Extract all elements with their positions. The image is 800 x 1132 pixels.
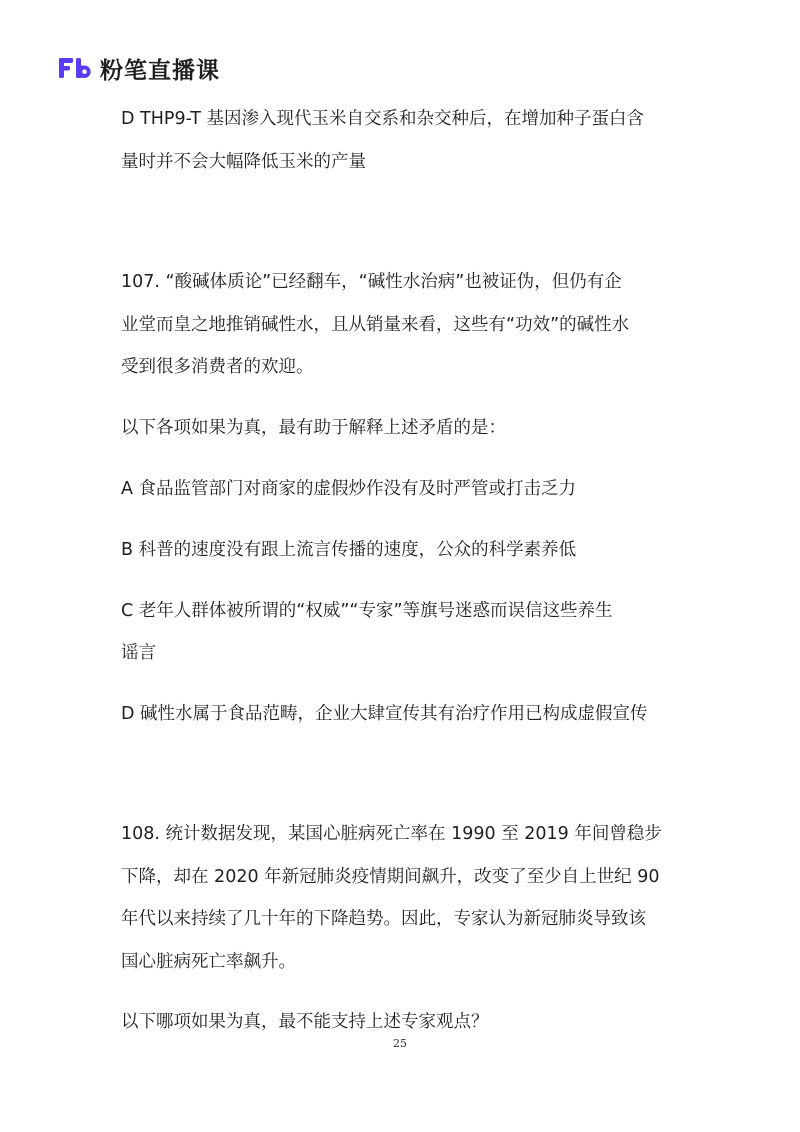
q107-option-c-line1: C 老年人群体被所谓的“权威”“专家”等旗号迷惑而误信这些养生 — [121, 601, 613, 621]
logo-text: 粉笔直播课 — [100, 57, 220, 84]
q107-option-b: B 科普的速度没有跟上流言传播的速度，公众的科学素养低 — [121, 540, 577, 560]
q106-option-d-line2: 量时并不会大幅降低玉米的产量 — [121, 152, 366, 172]
q108-stem-line4: 国心脏病死亡率飙升。 — [121, 952, 296, 972]
q107-question: 以下各项如果为真，最有助于解释上述矛盾的是： — [121, 418, 506, 438]
q108-question: 以下哪项如果为真，最不能支持上述专家观点？ — [121, 1012, 489, 1032]
q107-stem-line3: 受到很多消费者的欢迎。 — [121, 357, 314, 377]
q107-stem-line1: 107. “酸碱体质论”已经翻车，“碱性水治病”也被证伪，但仍有企 — [121, 272, 622, 292]
q108-stem-line3: 年代以来持续了几十年的下降趋势。因此，专家认为新冠肺炎导致该 — [121, 909, 646, 929]
page-number: 25 — [393, 1037, 407, 1050]
q107-stem-line2: 业堂而皇之地推销碱性水，且从销量来看，这些有“功效”的碱性水 — [121, 315, 630, 335]
q107-option-a: A 食品监管部门对商家的虚假炒作没有及时严管或打击乏力 — [121, 479, 577, 499]
fb-logo-icon — [58, 56, 94, 80]
q107-option-c-line2: 谣言 — [121, 643, 156, 663]
q107-option-d: D 碱性水属于食品范畴，企业大肆宣传其有治疗作用已构成虚假宣传 — [121, 704, 648, 724]
q108-stem-line2: 下降，却在 2020 年新冠肺炎疫情期间飙升，改变了至少自上世纪 90 — [121, 867, 660, 887]
q108-stem-line1: 108. 统计数据发现，某国心脏病死亡率在 1990 至 2019 年间曾稳步 — [121, 824, 662, 844]
header — [58, 52, 220, 84]
q106-option-d-line1: D THP9-T 基因渗入现代玉米自交系和杂交种后，在增加种子蛋白含 — [121, 109, 645, 129]
